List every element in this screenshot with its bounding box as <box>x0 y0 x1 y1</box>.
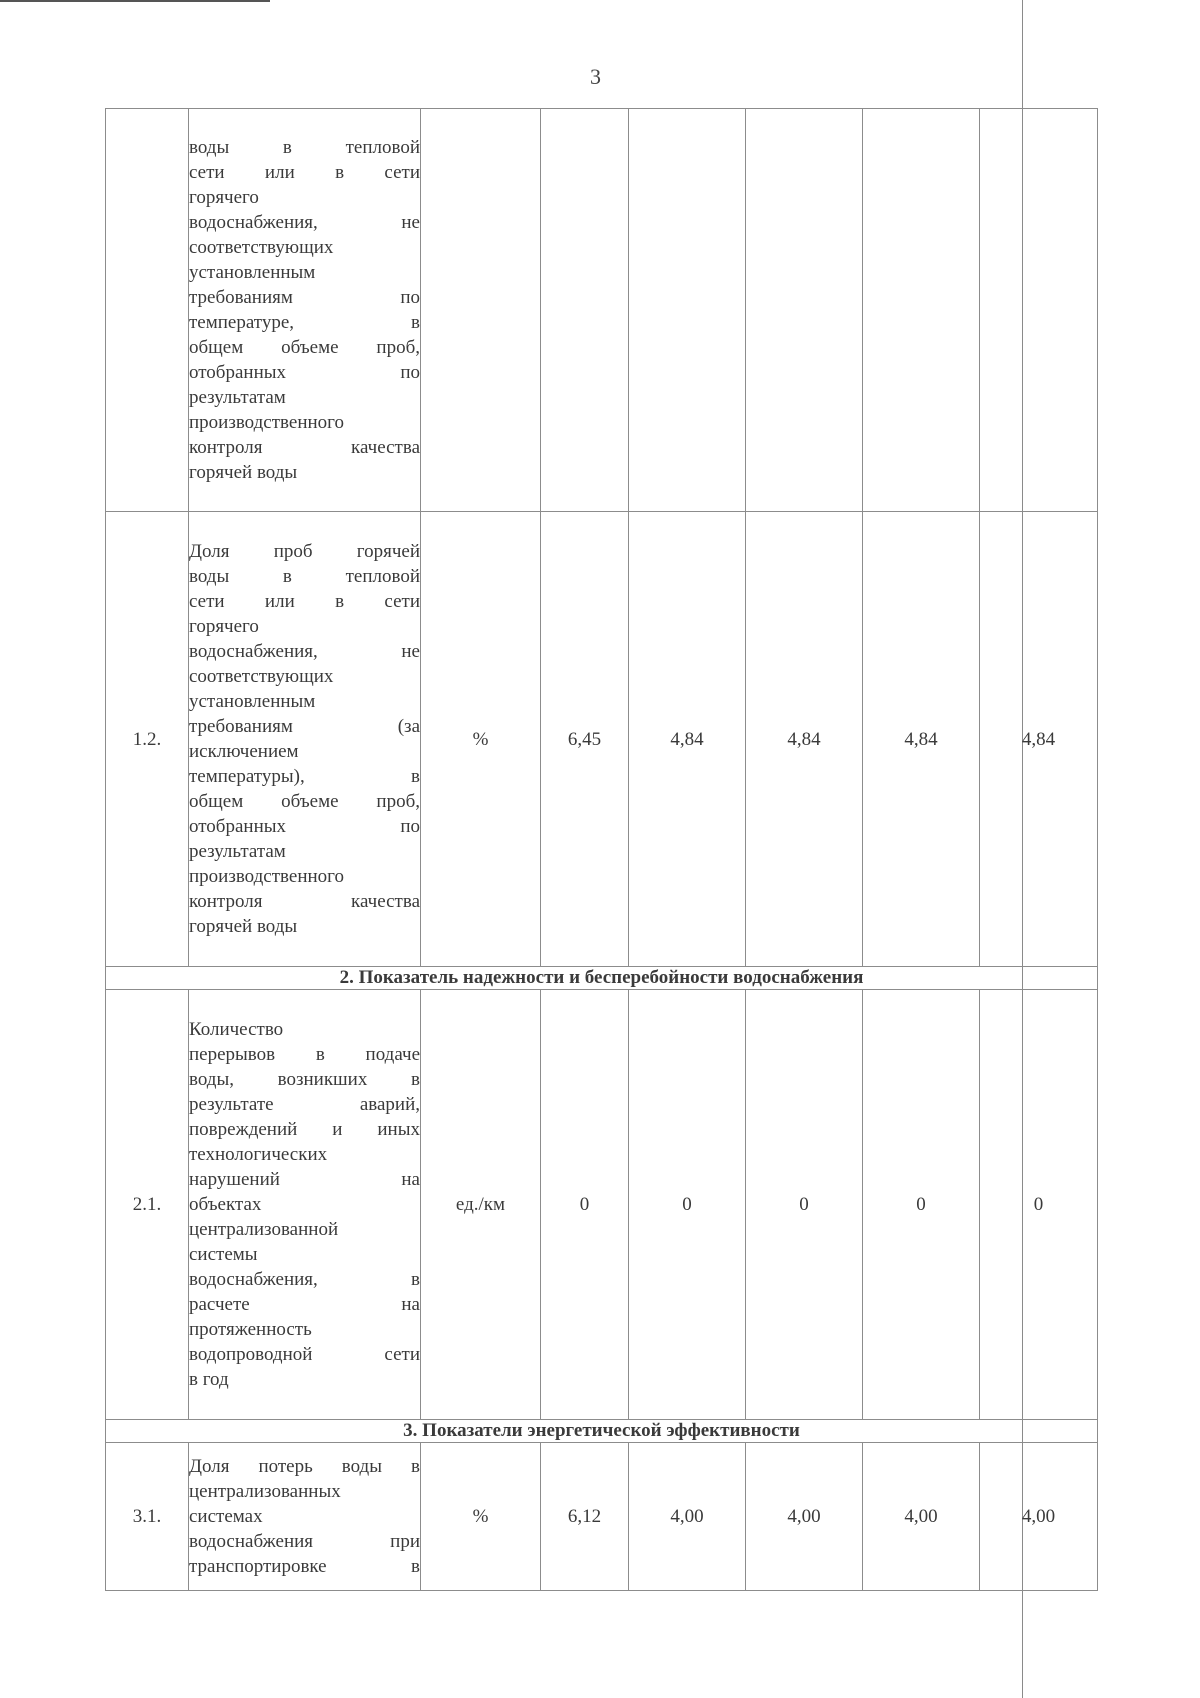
description-line <box>189 1192 420 1217</box>
description-line <box>189 335 420 360</box>
description-word: горячего <box>189 187 259 208</box>
description-word: водоснабжения, <box>189 212 318 233</box>
description-line <box>189 1167 420 1192</box>
section-header-row <box>106 967 1098 990</box>
description-word: сети <box>384 162 420 183</box>
table-row <box>106 990 1098 1420</box>
description-line <box>189 135 420 160</box>
description-word: водоснабжения, <box>189 1269 318 1290</box>
description-word: сети <box>189 162 225 183</box>
description-line <box>189 160 420 185</box>
description-line <box>189 689 420 714</box>
description-word: воды <box>189 566 230 587</box>
description-word: качества <box>351 437 420 458</box>
section-title: 3. Показатели энергетической эффективности <box>106 1420 1098 1443</box>
description-word: в <box>315 1044 325 1065</box>
unit-cell: % <box>421 1443 541 1591</box>
description-line <box>189 864 420 889</box>
description-line <box>189 435 420 460</box>
description-word: нарушений <box>189 1169 280 1190</box>
description-line <box>189 360 420 385</box>
description-word: производственного <box>189 412 344 433</box>
description-word: водоснабжения <box>189 1531 314 1552</box>
value-cell: 0 <box>980 990 1098 1420</box>
description-word: проб <box>273 541 313 562</box>
description-word: по <box>400 362 420 383</box>
value-cell: 0 <box>629 990 746 1420</box>
value-cell <box>980 109 1098 512</box>
description-word: по <box>400 816 420 837</box>
description-line <box>189 764 420 789</box>
description-word: иных <box>377 1119 420 1140</box>
description-word: проб, <box>376 791 420 812</box>
value-cell: 4,00 <box>980 1443 1098 1591</box>
description-word: централизованных <box>189 1481 341 1502</box>
description-word: возникших <box>277 1069 368 1090</box>
description-word: централизованной <box>189 1219 339 1240</box>
description-line <box>189 564 420 589</box>
description-word: (за <box>397 716 420 737</box>
description-word: по <box>400 287 420 308</box>
description-line <box>189 589 420 614</box>
description-word: результатам <box>189 387 286 408</box>
description-word: потерь <box>258 1456 313 1477</box>
description-word: Доля <box>189 1456 230 1477</box>
description-word: качества <box>351 891 420 912</box>
table-row <box>106 1443 1098 1591</box>
description-word: воды, <box>189 1069 234 1090</box>
row-number: 3.1. <box>106 1443 189 1591</box>
description-line <box>189 285 420 310</box>
description-line <box>189 1092 420 1117</box>
description-word: в <box>335 162 345 183</box>
section-title: 2. Показатель надежности и бесперебойности водоснабжения <box>106 967 1098 990</box>
description-word: сети <box>384 591 420 612</box>
description-line <box>189 1142 420 1167</box>
description-word: в <box>411 312 420 333</box>
description-word: результатам <box>189 841 286 862</box>
description-line <box>189 614 420 639</box>
description-word: требованиям <box>189 287 293 308</box>
description-line <box>189 235 420 260</box>
description-word: в <box>282 566 292 587</box>
description-word: горячей <box>356 541 420 562</box>
description-word: проб, <box>376 337 420 358</box>
description-word: горячей воды <box>189 916 298 937</box>
description-line <box>189 1067 420 1092</box>
description-word: Доля <box>189 541 230 562</box>
description-word: требованиям <box>189 716 293 737</box>
value-cell: 4,00 <box>863 1443 980 1591</box>
description-line <box>189 385 420 410</box>
description-line <box>189 539 420 564</box>
description-word: отобранных <box>189 362 287 383</box>
description-word: в <box>411 766 420 787</box>
unit-cell <box>421 109 541 512</box>
description-word: общем <box>189 337 244 358</box>
description-word: производственного <box>189 866 344 887</box>
description-word: объектах <box>189 1194 262 1215</box>
description-word: водоснабжения, <box>189 641 318 662</box>
indicators-table <box>105 108 1098 1591</box>
description-line <box>189 1454 420 1479</box>
table-row <box>106 109 1098 512</box>
description-line <box>189 260 420 285</box>
value-cell <box>746 109 863 512</box>
description-word: не <box>401 641 420 662</box>
value-cell: 4,00 <box>629 1443 746 1591</box>
description-word: воды <box>189 137 230 158</box>
description-word: установленным <box>189 262 316 283</box>
value-cell <box>629 109 746 512</box>
description-line <box>189 814 420 839</box>
indicator-description <box>189 109 421 512</box>
description-word: сети <box>189 591 225 612</box>
table-row <box>106 512 1098 967</box>
description-line <box>189 1367 420 1392</box>
row-number: 1.2. <box>106 512 189 967</box>
description-line <box>189 1042 420 1067</box>
description-word: объеме <box>281 337 339 358</box>
top-edge-line <box>0 0 270 2</box>
description-line <box>189 1267 420 1292</box>
description-word: в <box>411 1556 420 1577</box>
description-word: протяженность <box>189 1319 312 1340</box>
description-word: подаче <box>365 1044 420 1065</box>
description-word: водопроводной <box>189 1344 313 1365</box>
description-word: или <box>264 591 295 612</box>
description-word: системах <box>189 1506 263 1527</box>
description-word: в <box>411 1069 420 1090</box>
section-header-row <box>106 1420 1098 1443</box>
description-word: в год <box>189 1369 229 1390</box>
description-line <box>189 1292 420 1317</box>
row-number: 2.1. <box>106 990 189 1420</box>
description-word: транспортировке <box>189 1556 327 1577</box>
description-word: тепловой <box>345 566 420 587</box>
value-cell: 4,84 <box>980 512 1098 967</box>
description-line <box>189 839 420 864</box>
description-word: общем <box>189 791 244 812</box>
indicator-description <box>189 990 421 1420</box>
indicator-description <box>189 1443 421 1591</box>
description-word: в <box>282 137 292 158</box>
value-cell: 4,00 <box>746 1443 863 1591</box>
value-cell: 0 <box>863 990 980 1420</box>
description-line <box>189 789 420 814</box>
page-number: 3 <box>590 64 601 89</box>
value-cell <box>541 109 629 512</box>
description-word: и <box>332 1119 343 1140</box>
description-line <box>189 739 420 764</box>
description-word: исключением <box>189 741 299 762</box>
description-line <box>189 1554 420 1579</box>
description-word: горячего <box>189 616 259 637</box>
description-word: на <box>401 1294 420 1315</box>
description-line <box>189 310 420 335</box>
description-line <box>189 1242 420 1267</box>
description-word: в <box>335 591 345 612</box>
description-word: повреждений <box>189 1119 298 1140</box>
description-word: установленным <box>189 691 316 712</box>
value-cell: 4,84 <box>863 512 980 967</box>
unit-cell: ед./км <box>421 990 541 1420</box>
row-number <box>106 109 189 512</box>
description-word: в <box>411 1269 420 1290</box>
indicator-description <box>189 512 421 967</box>
description-word: контроля <box>189 437 263 458</box>
description-word: расчете <box>189 1294 250 1315</box>
description-line <box>189 1017 420 1042</box>
description-word: в <box>411 1456 420 1477</box>
description-word: тепловой <box>345 137 420 158</box>
description-line <box>189 714 420 739</box>
value-cell: 6,45 <box>541 512 629 967</box>
value-cell: 0 <box>541 990 629 1420</box>
description-word: соответствующих <box>189 237 334 258</box>
description-word: на <box>401 1169 420 1190</box>
description-line <box>189 889 420 914</box>
unit-cell: % <box>421 512 541 967</box>
description-word: технологических <box>189 1144 328 1165</box>
description-line <box>189 460 420 485</box>
description-word: объеме <box>281 791 339 812</box>
description-line <box>189 1217 420 1242</box>
value-cell: 4,84 <box>746 512 863 967</box>
value-cell: 4,84 <box>629 512 746 967</box>
description-line <box>189 1504 420 1529</box>
description-word: системы <box>189 1244 258 1265</box>
description-line <box>189 1529 420 1554</box>
description-word: горячей воды <box>189 462 298 483</box>
description-word: температуре, <box>189 312 295 333</box>
description-word: или <box>264 162 295 183</box>
description-word: не <box>401 212 420 233</box>
description-word: отобранных <box>189 816 287 837</box>
description-line <box>189 185 420 210</box>
value-cell: 0 <box>746 990 863 1420</box>
description-line <box>189 664 420 689</box>
description-word: результате <box>189 1094 274 1115</box>
description-line <box>189 410 420 435</box>
description-word: соответствующих <box>189 666 334 687</box>
description-line <box>189 639 420 664</box>
description-line <box>189 1317 420 1342</box>
description-word: сети <box>384 1344 420 1365</box>
description-word: воды <box>341 1456 382 1477</box>
description-line <box>189 1479 420 1504</box>
description-word: перерывов <box>189 1044 276 1065</box>
description-line <box>189 210 420 235</box>
description-word: аварий, <box>359 1094 420 1115</box>
value-cell <box>863 109 980 512</box>
description-line <box>189 914 420 939</box>
description-word: температуры), <box>189 766 305 787</box>
description-line <box>189 1342 420 1367</box>
value-cell: 6,12 <box>541 1443 629 1591</box>
description-word: Количество <box>189 1019 284 1040</box>
description-word: при <box>390 1531 420 1552</box>
description-word: контроля <box>189 891 263 912</box>
description-line <box>189 1117 420 1142</box>
